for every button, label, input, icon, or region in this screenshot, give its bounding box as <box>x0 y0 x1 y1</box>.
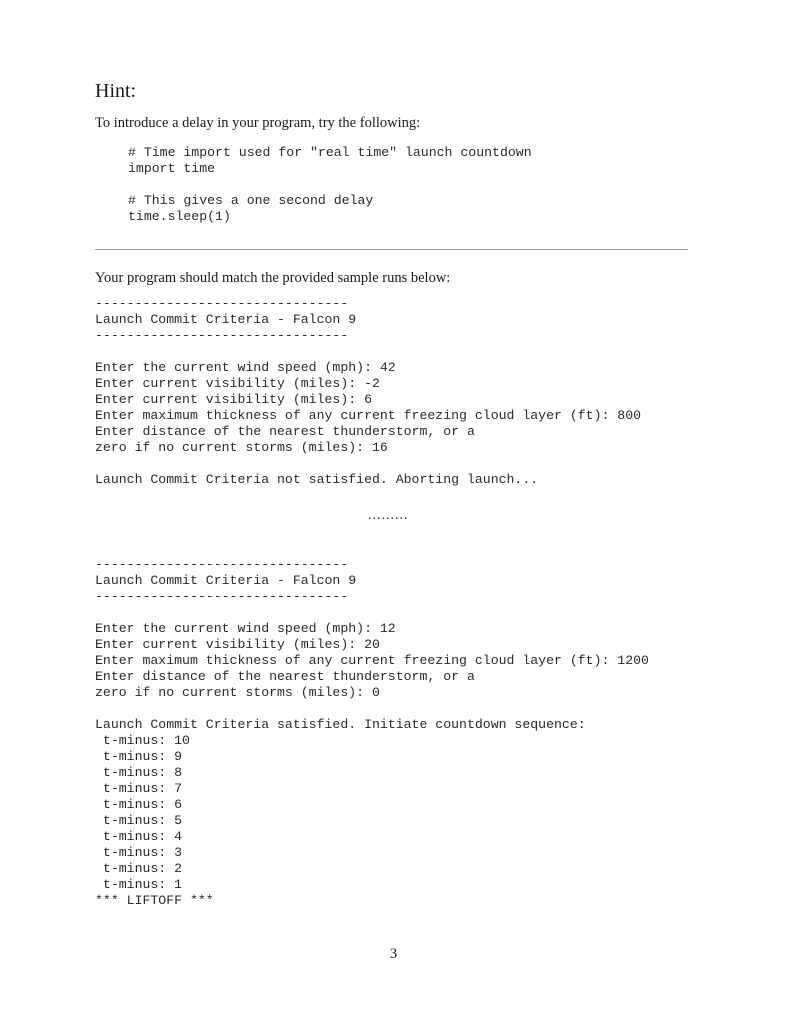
hint-heading: Hint: <box>95 80 137 102</box>
hint-intro-text: To introduce a delay in your program, try the following: <box>95 115 421 131</box>
section-divider <box>95 249 688 250</box>
hint-code-block: # Time import used for "real time" launch countdown import time # This gives a one second delay time.sleep(1) <box>128 145 532 224</box>
sample-run-1: -------------------------------- Launch Commit Criteria - Falcon 9 -------------------------------- Enter the current wind speed (mph): 42 Enter current visibility (miles): -2 Enter current visibility (miles): 6 Enter maximum thickness of any current freezing cloud layer (ft): 800 Enter distance of the nearest thunderstorm, or a zero if no current storms (miles): 16 Launch Commit Criteria not satisfied. Aborting launch... <box>95 296 642 487</box>
sample-run-separator: ......... <box>368 508 409 523</box>
sample-run-2: -------------------------------- Launch Commit Criteria - Falcon 9 -------------------------------- Enter the current wind speed (mph): 12 Enter current visibility (miles): 20 Enter maximum thickness of any current freezing cloud layer (ft): 1200 Enter distance of the nearest thunderstorm, or a zero if no current storms (miles): 0 Launch Commit Criteria satisfied. Initiate countdown sequence: t-minus: 10 t-minus: 9 t-minus: 8 t-minus: 7 t-minus: 6 t-minus: 5 t-minus: 4 t-minus: 3 t-minus: 2 t-minus: 1 *** LIFTOFF *** <box>95 557 649 908</box>
sample-runs-intro-text: Your program should match the provided sample runs below: <box>95 270 451 286</box>
page-number: 3 <box>389 946 398 962</box>
